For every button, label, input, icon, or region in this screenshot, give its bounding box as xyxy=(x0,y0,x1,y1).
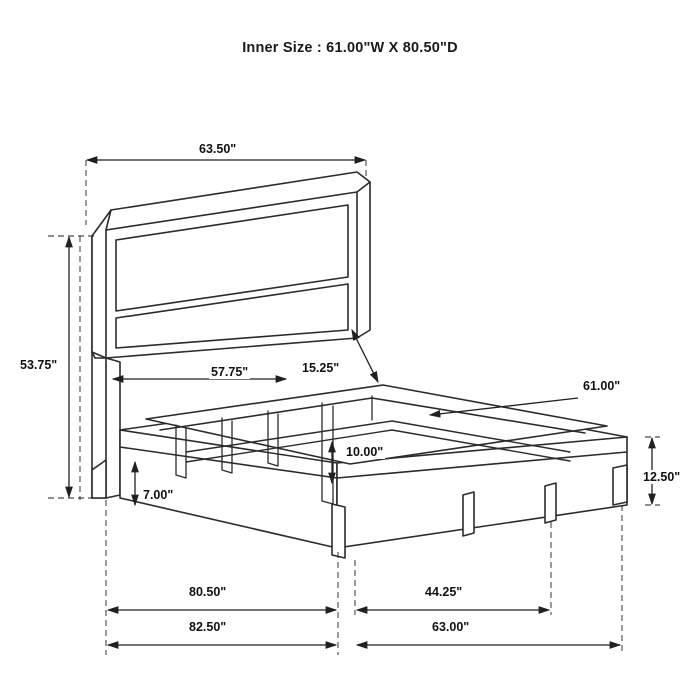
page-title: Inner Size : 61.00"W X 80.50"D xyxy=(242,40,458,56)
dim-label-headboard-width: 63.50" xyxy=(199,142,237,156)
dim-label-rail-clearance: 7.00" xyxy=(143,488,174,502)
dim-label-mattress-width: 61.00" xyxy=(583,379,621,393)
dim-label-headboard-panel-width: 57.75" xyxy=(211,365,249,379)
dim-label-overall-height: 53.75" xyxy=(20,358,58,372)
dim-label-side-rail-height: 12.50" xyxy=(643,470,681,484)
dim-label-foot-depth: 44.25" xyxy=(425,585,463,599)
dim-label-slat-height: 10.00" xyxy=(346,445,384,459)
dim-label-overall-depth: 82.50" xyxy=(189,620,227,634)
dim-footboard-height xyxy=(352,330,378,382)
dim-label-overall-width: 63.00" xyxy=(432,620,470,634)
dim-label-footboard-height: 15.25" xyxy=(302,361,340,375)
dim-label-mattress-depth: 80.50" xyxy=(189,585,227,599)
